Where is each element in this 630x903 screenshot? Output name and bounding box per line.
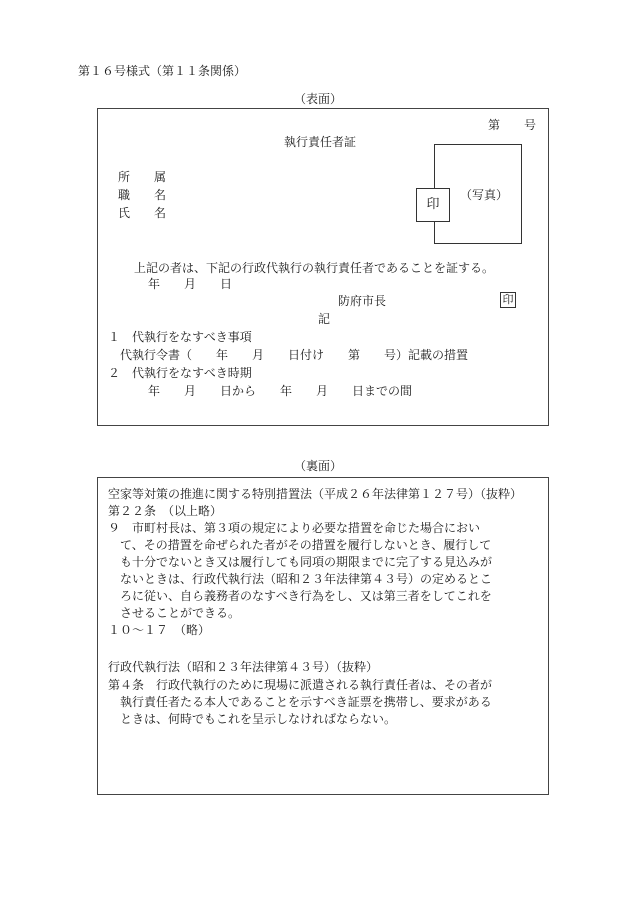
photo-label: （写真） <box>460 188 509 202</box>
back-line: ろに従い、自ら義務者のなすべき行為をし、又は第三者をしてこれを <box>120 589 492 603</box>
mayor-title: 防府市長 <box>338 294 387 308</box>
number-label: 第 号 <box>488 118 537 132</box>
back-line: 第４条 行政代執行のために現場に派遣される執行責任者は、その者が <box>108 678 493 692</box>
back-line: 行政代執行法（昭和２３年法律第４３号）（抜粋） <box>108 660 379 674</box>
item2-detail: 年 月 日から 年 月 日までの間 <box>148 384 413 398</box>
certify-text: 上記の者は、下記の行政代執行の執行責任者であることを証する。 <box>134 261 495 275</box>
back-line: 空家等対策の推進に関する特別措置法（平成２６年法律第１２７号）（抜粋） <box>108 487 523 501</box>
back-line: 執行責任者たる本人であることを示すべき証票を携帯し、要求がある <box>120 695 492 709</box>
item1-title: １ 代執行をなすべき事項 <box>108 330 252 344</box>
item1-detail: 代執行令書（ 年 月 日付け 第 号）記載の措置 <box>120 348 469 362</box>
form-title: 第１６号様式（第１１条関係） <box>78 64 247 78</box>
back-line: て、その措置を命ぜられた者がその措置を履行しないとき、履行して <box>120 538 492 552</box>
card-title: 執行責任者証 <box>284 135 357 149</box>
ki-label: 記 <box>318 312 331 326</box>
date-line: 年 月 日 <box>148 277 233 291</box>
back-section-label: （裏面） <box>294 459 343 473</box>
back-line: させることができる。 <box>120 606 241 620</box>
affiliation-label: 所 属 <box>118 170 167 184</box>
front-section-label: （表面） <box>294 92 343 106</box>
back-line: ９ 市町村長は、第３項の規定により必要な措置を命じた場合におい <box>108 521 481 535</box>
position-label: 職 名 <box>118 188 167 202</box>
item2-title: ２ 代執行をなすべき時期 <box>108 366 252 380</box>
back-line: ないときは、行政代執行法（昭和２３年法律第４３号）の定めるとこ <box>120 572 493 586</box>
name-label: 氏 名 <box>118 206 167 220</box>
back-line: も十分でないとき又は履行しても同項の期限までに完了する見込みが <box>120 555 493 569</box>
mayor-seal: 印 <box>500 292 516 308</box>
seal-box: 印 <box>416 188 450 222</box>
back-line: １０～１７ （略） <box>108 623 211 637</box>
back-line: 第２２条 （以上略） <box>108 504 223 518</box>
back-line: ときは、何時でもこれを呈示しなければならない。 <box>120 712 397 726</box>
